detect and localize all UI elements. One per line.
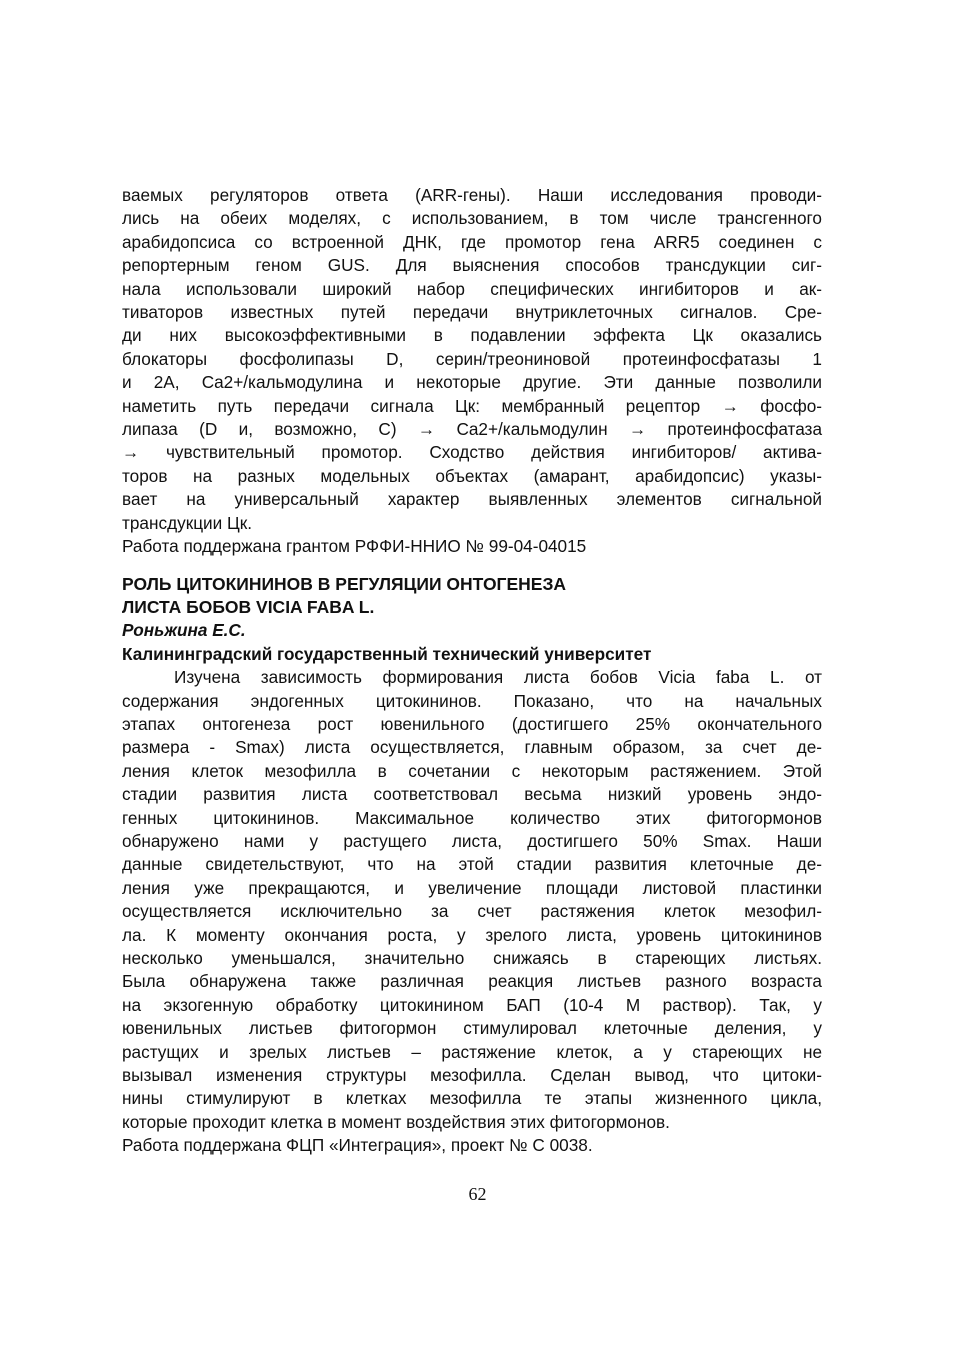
article-grant: Работа поддержана ФЦП «Интеграция», проект № С 0038. (122, 1135, 593, 1156)
article-title (122, 573, 822, 620)
text-line: несколько уменьшался, значительно снижаясь в стареющих листьях. (122, 948, 822, 968)
text-line: вает на универсальный характер выявленных элементов сигнальной (122, 489, 822, 510)
text-line: ваемых регуляторов ответа (ARR-гены). Наши исследования проводи- (122, 185, 822, 205)
text-line: Была обнаружена также различная реакция листьев разного возраста (122, 971, 822, 992)
text-line: на экзогенную обработку цитокинином БАП (10-4 М раствор). Так, у (122, 994, 822, 1015)
text-line: которые проходит клетка в момент воздействия этих фитогормонов. (122, 1111, 670, 1132)
text-line: ла. К моменту окончания роста, у зрелого листа, уровень цитокининов (122, 924, 822, 945)
text-line: арабидопсиса со встроенной ДНК, где промотор гена ARR5 соединен с (122, 231, 822, 252)
text-line: → чувствительный промотор. Сходство действия ингибиторов/ актива- (122, 442, 822, 463)
text-line: наметить путь передачи сигнала Цк: мембранный рецептор → фосфо- (122, 395, 822, 416)
text-line: данные свидетельствуют, что на этой стадии развития клеточные де- (122, 854, 822, 875)
text-line: ления уже прекращаются, и увеличение площади листовой пластинки (122, 877, 822, 898)
text-line: липаза (D и, возможно, С) → Ca2+/кальмодулин → протеинфосфатаза (122, 419, 822, 440)
text-line: торов на разных модельных объектах (амарант, арабидопсис) указы- (122, 465, 822, 486)
article-abstract (122, 666, 822, 1134)
text-line: ювенильных листьев фитогормон стимулировал клеточные деления, у (122, 1018, 822, 1039)
section1-grant: Работа поддержана грантом РФФИ-ННИО № 99-04-04015 (122, 536, 587, 557)
text-line: и 2А, Ca2+/кальмодулина и некоторые другие. Эти данные позволили (122, 372, 822, 393)
article-title-line: ЛИСТА БОБОВ VICIA FABA L. (122, 596, 375, 617)
page-body (122, 184, 822, 1158)
text-line: тиваторов известных путей передачи внутриклеточных сигналов. Сре- (122, 302, 822, 323)
text-line: генных цитокининов. Максимальное количество этих фитогормонов (122, 807, 822, 828)
text-line: блокаторы фосфолипазы D, серин/треониновой протеинфосфатазы 1 (122, 348, 822, 369)
text-line: Изучена зависимость формирования листа бобов Vicia faba L. от (174, 667, 822, 688)
article-affiliation: Калининградский государственный технический университет (122, 643, 652, 664)
text-line: осуществляется исключительно за счет растяжения клеток мезофил- (122, 901, 822, 922)
text-line: этапах онтогенеза рост ювенильного (достигшего 25% окончательного (122, 713, 822, 734)
text-line: содержания эндогенных цитокининов. Показано, что на начальных (122, 690, 822, 711)
text-line: ди них высокоэффективными в подавлении эффекта Цк оказались (122, 325, 822, 346)
text-line: репортерным геном GUS. Для выяснения способов трансдукции сиг- (122, 255, 822, 276)
text-line: вызывал изменения структуры мезофилла. Сделан вывод, что цитоки- (122, 1065, 822, 1086)
text-line: нины стимулируют в клетках мезофилла те этапы жизненного цикла, (122, 1088, 822, 1109)
section1-paragraph (122, 184, 822, 535)
text-line: стадии развития листа соответствовал весьма низкий уровень эндо- (122, 784, 822, 805)
text-line: лись на обеих моделях, с использованием, в том числе трансгенного (122, 208, 822, 229)
text-line: обнаружено нами у растущего листа, достигшего 50% Smax. Наши (122, 830, 822, 851)
page-number: 62 (468, 1184, 487, 1204)
article-author: Роньжина Е.С. (122, 620, 246, 641)
text-line: размера - Smax) листа осуществляется, главным образом, за счет де- (122, 737, 822, 758)
text-line: нала использовали широкий набор специфических ингибиторов и ак- (122, 278, 822, 299)
text-line: трансдукции Цк. (122, 512, 253, 533)
article-title-line: РОЛЬ ЦИТОКИНИНОВ В РЕГУЛЯЦИИ ОНТОГЕНЕЗА (122, 573, 567, 594)
text-line: ления клеток мезофилла в сочетании с некоторым растяжением. Этой (122, 760, 822, 781)
text-line: растущих и зрелых листьев – растяжение клеток, а у стареющих не (122, 1041, 822, 1062)
